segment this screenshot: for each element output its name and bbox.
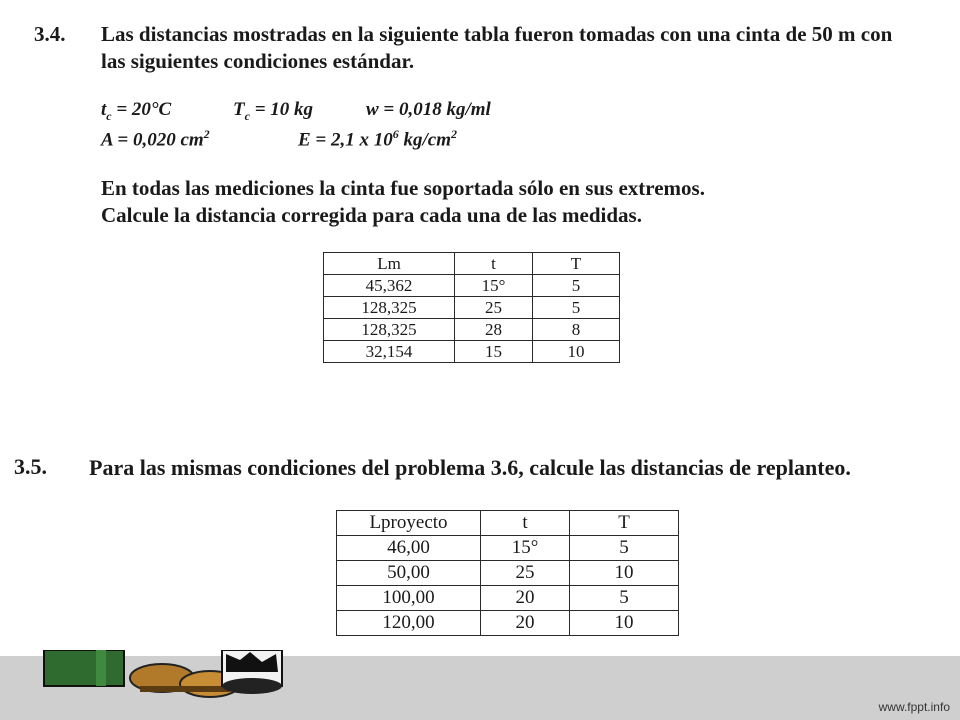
- table-cell: 20: [481, 611, 570, 636]
- table-row: [337, 611, 679, 636]
- condition-A-value: A = 0,020 cm: [101, 129, 204, 151]
- header-cell: Lm: [324, 253, 455, 275]
- table-row: [324, 319, 620, 341]
- table-cell: 128,325: [324, 319, 455, 341]
- table-cell: 15°: [455, 275, 533, 297]
- header-cell: t: [481, 511, 570, 536]
- condition-E: [298, 127, 457, 151]
- slide-footer: [0, 656, 960, 720]
- table-row: [337, 561, 679, 586]
- header-cell: T: [533, 253, 620, 275]
- table-cell: 8: [533, 319, 620, 341]
- condition-tc-value: = 20°C: [116, 99, 172, 120]
- condition-E-exponent: 6: [392, 127, 399, 141]
- condition-E-unit-exponent: 2: [451, 127, 457, 141]
- table-row: [324, 297, 620, 319]
- layout-distances-table: [336, 510, 679, 636]
- condition-tc: $t_c = 20^\circ C$: [101, 99, 172, 123]
- statement-line-1: Las distancias mostradas en la siguiente tabla fueron tomadas con una cinta de 50 m con: [101, 22, 893, 46]
- condition-A-exponent: 2: [203, 127, 210, 141]
- table-cell: 15°: [481, 536, 570, 561]
- table-header-row: [337, 511, 679, 536]
- table-cell: 50,00: [337, 561, 481, 586]
- table-cell: 5: [570, 586, 679, 611]
- table-cell: 25: [455, 297, 533, 319]
- table-cell: 120,00: [337, 611, 481, 636]
- condition-E-value: E = 2,1 x 10: [298, 129, 393, 151]
- table-cell: 5: [533, 297, 620, 319]
- header-cell: t: [455, 253, 533, 275]
- table-cell: 20: [481, 586, 570, 611]
- table-cell: 5: [570, 536, 679, 561]
- table-cell: 25: [481, 561, 570, 586]
- table-cell: 46,00: [337, 536, 481, 561]
- table-cell: 10: [570, 561, 679, 586]
- table-cell: 32,154: [324, 341, 455, 363]
- table-cell: 5: [533, 275, 620, 297]
- brand-text: www.fppt.info: [878, 700, 950, 714]
- statement-line-2: las siguientes condiciones estándar.: [101, 49, 415, 73]
- condition-w: w = 0,018 kg/ml: [366, 99, 491, 120]
- table-header-row: [324, 253, 620, 275]
- condition-E-unit: kg/cm: [398, 129, 451, 151]
- worker-boots-illustration: [40, 650, 290, 720]
- table-row: [337, 586, 679, 611]
- header-cell: Lproyecto: [337, 511, 481, 536]
- problem-3-4-statement: [101, 21, 941, 75]
- problem-number-3-5: 3.5.: [14, 454, 47, 479]
- condition-Tc-value: = 10 kg: [254, 99, 314, 120]
- condition-Tc: $T_c = 10$ kg: [233, 99, 314, 123]
- table-cell: 128,325: [324, 297, 455, 319]
- note-line-1: En todas las mediciones la cinta fue soportada sólo en sus extremos.: [101, 176, 705, 200]
- header-cell: T: [570, 511, 679, 536]
- condition-A: [101, 127, 210, 151]
- note-line-2: Calcule la distancia corregida para cada una de las medidas.: [101, 203, 642, 227]
- table-cell: 45,362: [324, 275, 455, 297]
- table-row: [324, 341, 620, 363]
- table-cell: 10: [570, 611, 679, 636]
- problem-number-3-4: 3.4.: [34, 22, 66, 46]
- table-row: [337, 536, 679, 561]
- table-cell: 28: [455, 319, 533, 341]
- problem-3-5-statement: Para las mismas condiciones del problema 3.6, calcule las distancias de replanteo.: [89, 455, 851, 480]
- table-cell: 10: [533, 341, 620, 363]
- table-row: [324, 275, 620, 297]
- problem-3-4-note: [101, 175, 901, 229]
- measurements-table: [323, 252, 620, 363]
- table-cell: 15: [455, 341, 533, 363]
- table-cell: 100,00: [337, 586, 481, 611]
